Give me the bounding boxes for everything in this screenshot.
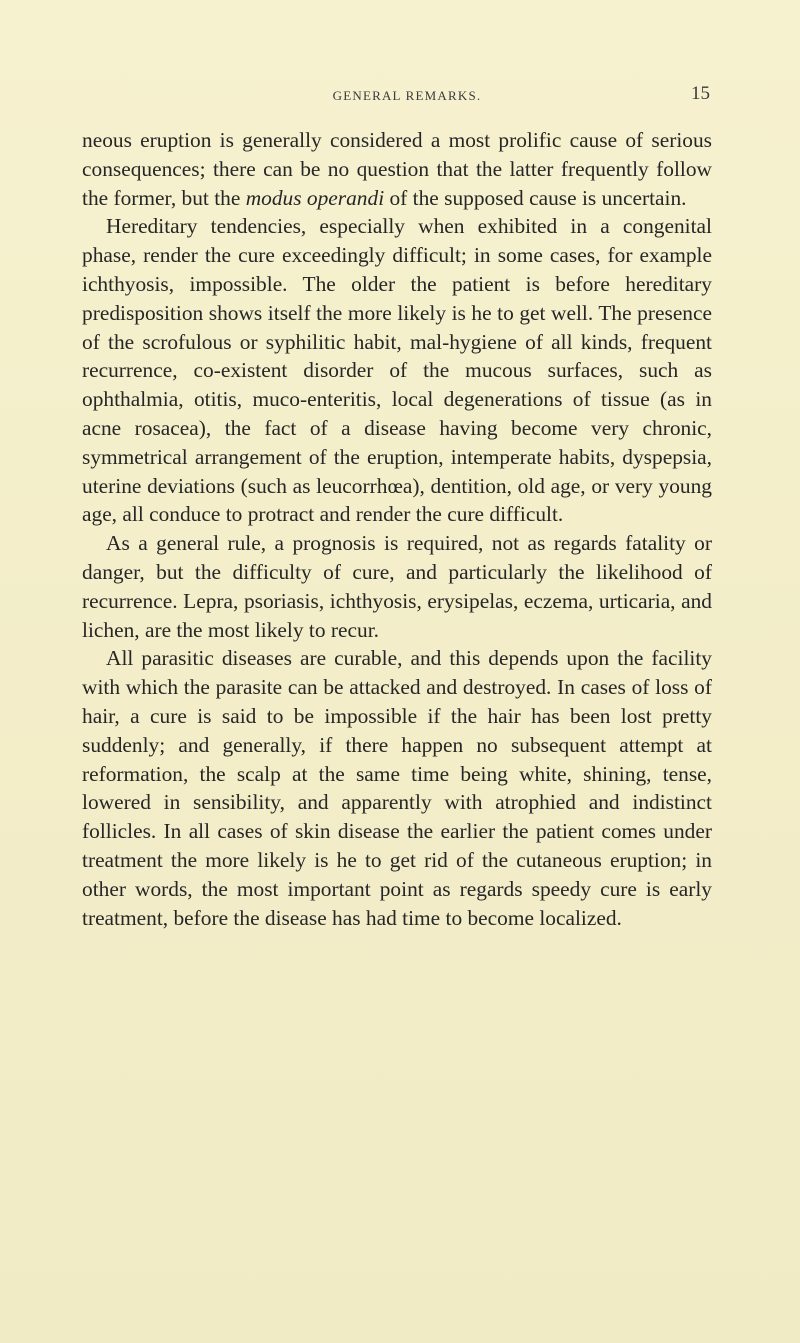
- body-text: [82, 126, 712, 932]
- paragraph-continuation: [82, 126, 712, 212]
- running-head: [82, 83, 710, 110]
- running-title: GENERAL REMARKS.: [332, 88, 482, 103]
- paragraph-prognosis: As a general rule, a prognosis is required, not as regards fatality or danger, but the difficulty of cure, and particularly the likelihood of recurrence. Lepra, psoriasis, ichthyosis, erysipelas, eczema, urticaria, and lichen, are the most likely to recur.: [82, 531, 712, 642]
- paragraph-1-text-before: neous eruption is generally considered a most prolific cause of serious consequences; there can be no question that the latter frequently follow the former, but the: [82, 128, 712, 210]
- paragraph-1-emphasis: modus operandi: [245, 185, 385, 210]
- paragraph-1-text-after: of the supposed cause is uncertain.: [384, 185, 687, 210]
- page-number: 15: [691, 83, 710, 104]
- paragraph-hereditary: Hereditary tendencies, especially when exhibited in a congenital phase, render the cure exceedingly difficult; in some cases, for example ichthyosis, impossible. The older the patient is before hereditary predisposition shows itself the more likely is he to get well. The presence of the scrofulous or syphilitic habit, mal-hygiene of all kinds, frequent recurrence, co-existent disorder of the mucous surfaces, such as ophthalmia, otitis, muco-enteritis, local degenerations of tissue (as in acne rosacea), the fact of a disease having become very chronic, symmetrical arrangement of the eruption, intemperate habits, dyspepsia, uterine deviations (such as leucorrhœa), dentition, old age, or very young age, all conduce to protract and render the cure difficult.: [82, 214, 712, 527]
- paragraph-parasitic: All parasitic diseases are curable, and this depends upon the facility with which the parasite can be attacked and destroyed. In cases of loss of hair, a cure is said to be impossible if the hair has been lost pretty suddenly; and generally, if there happen no subsequent attempt at reformation, the scalp at the same time being white, shining, tense, lowered in sensibility, and apparently with atrophied and indistinct follicles. In all cases of skin disease the earlier the patient comes under treatment the more likely is he to get rid of the cutaneous eruption; in other words, the most important point as regards speedy cure is early treatment, before the disease has had time to become localized.: [82, 646, 712, 930]
